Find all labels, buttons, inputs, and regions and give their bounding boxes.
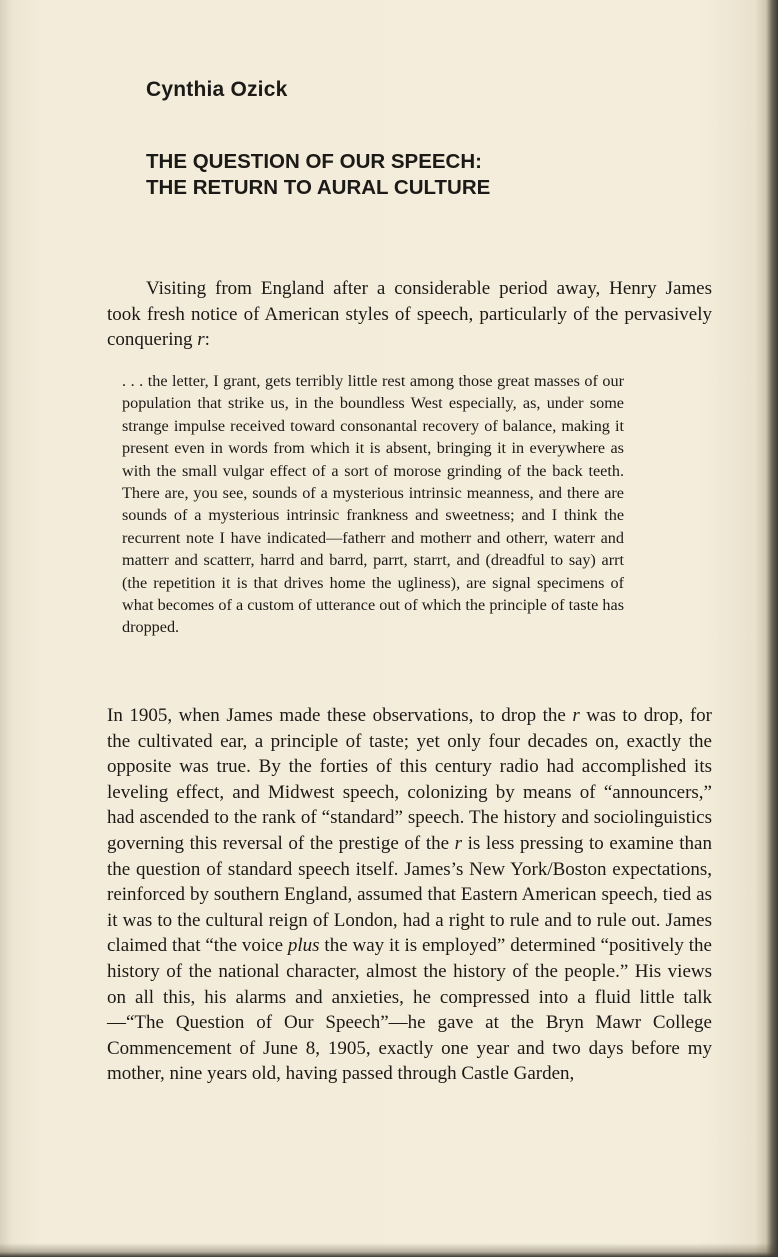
page-bottom-edge <box>0 1243 778 1257</box>
para-italic-r-2: r <box>454 832 463 854</box>
chapter-title-line-2: THE RETURN TO AURAL CULTURE <box>146 176 491 199</box>
para-text-2: was to drop, for the cultivated ear, a principle of taste; yet only four decades on, exactly the opposite was true. By the forties of this century radio had accomplished its leveling effect, and Midwest speech, colonizing by means of “announcers,” had ascended to the rank of “standard” speech. The history and sociolinguistics governing this reversal of the prestige of the <box>107 705 712 854</box>
intro-end: : <box>204 329 210 351</box>
para-text-3: is less pressing to examine than the question of standard speech itself. James’s New York/Boston expectations, reinforced by southern England, assumed that Eastern American speech, tied as it was to the cultural reign of London, had a right to rule and to rule out. James claimed that “the voice <box>107 832 712 957</box>
chapter-title <box>146 149 490 201</box>
para-italic-plus: plus <box>287 935 320 957</box>
chapter-title-line-1: THE QUESTION OF OUR SPEECH: <box>146 150 482 173</box>
block-quote: . . . the letter, I grant, gets terribly little rest among those great masses of our population that strike us, in the boundless West especially, as, under some strange impulse received toward consonantal recovery of balance, making it present even in words from which it is absent, bringing it in everywhere as with the small vulgar effect of a sort of morose grinding of the back teeth. There are, you see, sounds of a mysterious intrinsic meanness, and there are sounds of a mysterious intrinsic frankness and sweetness; and I think the recurrent note I have indicated—fatherr and motherr and otherr, waterr and matterr and scatterr, harrd and barrd, parrt, starrt, and (dreadful to say) arrt (the repetition it is that drives home the ugliness), are signal specimens of what becomes of a custom of utterance out of which the principle of taste has dropped. <box>122 372 624 637</box>
intro-text: Visiting from England after a considerable period away, Henry James took fresh notice of American styles of speech, particularly of the pervasively conquering <box>107 278 712 351</box>
para-italic-r-1: r <box>572 705 580 726</box>
intro-paragraph <box>107 276 712 353</box>
para-text-1: In 1905, when James made these observations, to drop the <box>107 705 573 726</box>
author-name: Cynthia Ozick <box>146 78 288 101</box>
intro-italic-r: r <box>197 329 205 351</box>
body-paragraph <box>107 703 712 1087</box>
para-text-4: the way it is employed” determined “positively the history of the national character, almost the history of the people.” His views on all this, his alarms and anxieties, he compressed into a fluid little talk—“The Question of Our Speech”—he gave at the Bryn Mawr College Commencement of June 8, 1905, exactly one year and two days before my mother, nine years old, having passed through Castle Garden, <box>107 935 712 1085</box>
